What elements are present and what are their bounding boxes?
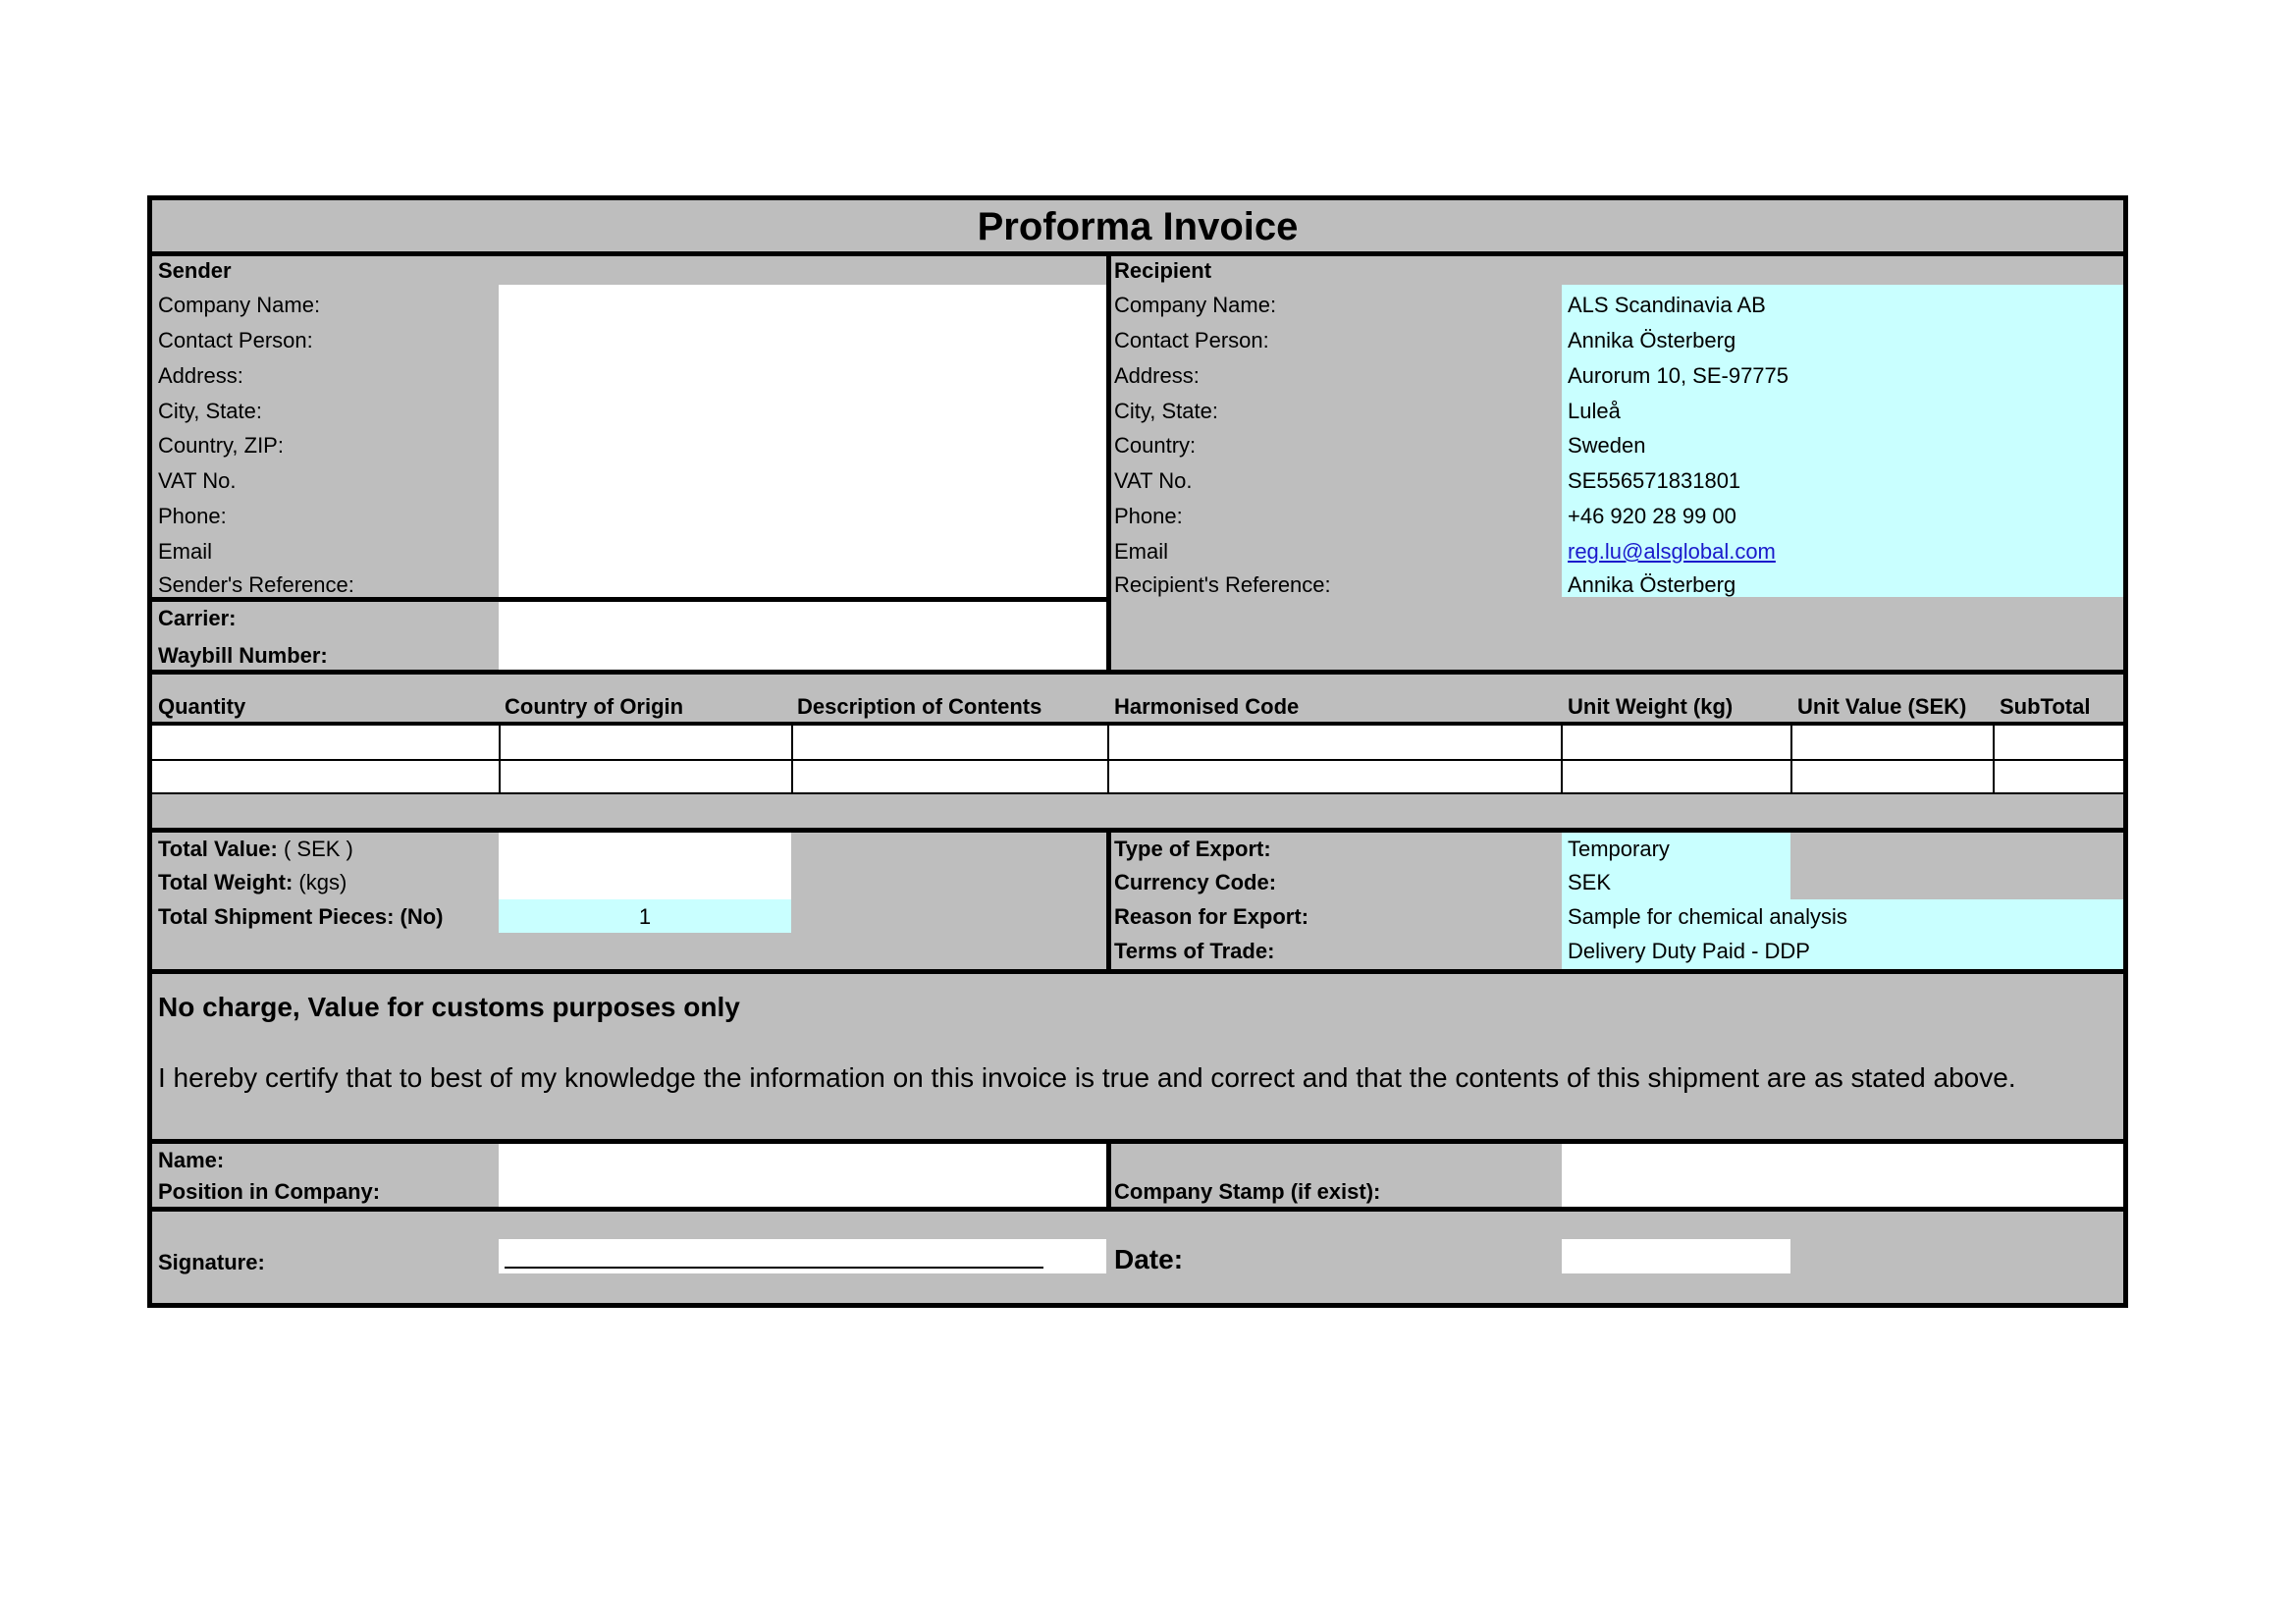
date-label: Date:	[1114, 1244, 1184, 1274]
signature-label: Signature:	[158, 1250, 265, 1274]
recipient-reference-value[interactable]: Annika Österberg	[1568, 572, 1736, 597]
col-quantity: Quantity	[158, 694, 246, 719]
col-description: Description of Contents	[797, 694, 1042, 719]
divider	[152, 1207, 2123, 1212]
sender-reference-label: Sender's Reference:	[158, 572, 354, 597]
divider	[152, 251, 2123, 256]
recipient-address-value[interactable]: Aurorum 10, SE-97775	[1568, 363, 1789, 388]
divider	[152, 670, 2123, 675]
terms-of-trade-value[interactable]: Delivery Duty Paid - DDP	[1568, 939, 1810, 963]
totals-input-area[interactable]	[499, 833, 791, 899]
company-stamp-label: Company Stamp (if exist):	[1114, 1179, 1381, 1204]
carrier-label: Carrier:	[158, 606, 237, 630]
divider	[1106, 1139, 1111, 1207]
table-col-divider	[791, 726, 793, 794]
sender-email-label: Email	[158, 539, 213, 564]
total-value-label: Total Value: ( SEK )	[158, 837, 353, 861]
table-row-divider	[152, 792, 2123, 794]
carrier-input-area[interactable]	[499, 602, 1106, 670]
date-field[interactable]	[1562, 1239, 1790, 1273]
divider	[1106, 828, 1111, 969]
reason-for-export-label: Reason for Export:	[1114, 904, 1309, 929]
recipient-email-label: Email	[1114, 539, 1169, 564]
recipient-address-label: Address:	[1114, 363, 1200, 388]
table-col-divider	[1993, 726, 1995, 794]
recipient-heading: Recipient	[1114, 258, 1212, 283]
signature-line	[505, 1267, 1043, 1269]
sender-city-label: City, State:	[158, 399, 262, 423]
proforma-invoice-form	[147, 195, 2128, 1308]
position-label: Position in Company:	[158, 1179, 381, 1204]
divider	[152, 828, 2123, 833]
sender-input-area[interactable]	[499, 285, 1106, 597]
recipient-phone-value[interactable]: +46 920 28 99 00	[1568, 504, 1736, 528]
recipient-company-value[interactable]: ALS Scandinavia AB	[1568, 293, 1766, 317]
recipient-phone-label: Phone:	[1114, 504, 1183, 528]
currency-code-value[interactable]: SEK	[1568, 870, 1612, 894]
waybill-label: Waybill Number:	[158, 643, 328, 668]
recipient-email-link[interactable]: reg.lu@alsglobal.com	[1568, 539, 1776, 564]
total-pieces-label: Total Shipment Pieces: (No)	[158, 904, 444, 929]
table-col-divider	[1107, 726, 1109, 794]
certification-text: I hereby certify that to best of my knowledge the information on this invoice is true and correct and that the contents of this shipment are as stated above.	[158, 1062, 2016, 1093]
col-harmonised-code: Harmonised Code	[1114, 694, 1300, 719]
col-country-of-origin: Country of Origin	[505, 694, 684, 719]
recipient-country-value[interactable]: Sweden	[1568, 433, 1646, 458]
recipient-vat-label: VAT No.	[1114, 468, 1193, 493]
total-pieces-value[interactable]: 1	[638, 904, 652, 929]
sender-phone-label: Phone:	[158, 504, 227, 528]
company-stamp-area[interactable]	[1562, 1144, 2123, 1207]
table-col-divider	[1561, 726, 1563, 794]
terms-of-trade-label: Terms of Trade:	[1114, 939, 1275, 963]
currency-code-label: Currency Code:	[1114, 870, 1277, 894]
total-weight-label: Total Weight: (kgs)	[158, 870, 347, 894]
sender-heading: Sender	[158, 258, 232, 283]
type-of-export-value[interactable]: Temporary	[1568, 837, 1670, 861]
col-unit-value: Unit Value (SEK)	[1797, 694, 1967, 719]
sender-vat-label: VAT No.	[158, 468, 237, 493]
sender-company-label: Company Name:	[158, 293, 321, 317]
reason-for-export-value[interactable]: Sample for chemical analysis	[1568, 904, 1847, 929]
divider	[1106, 251, 1111, 675]
table-col-divider	[1790, 726, 1792, 794]
name-label: Name:	[158, 1148, 225, 1172]
customs-note: No charge, Value for customs purposes only	[158, 992, 740, 1022]
sender-address-label: Address:	[158, 363, 243, 388]
type-of-export-label: Type of Export:	[1114, 837, 1271, 861]
table-row-divider	[152, 759, 2123, 761]
name-position-input-area[interactable]	[499, 1144, 1106, 1207]
sender-country-label: Country, ZIP:	[158, 433, 284, 458]
table-col-divider	[499, 726, 501, 794]
recipient-city-label: City, State:	[1114, 399, 1218, 423]
divider	[152, 969, 2123, 974]
recipient-contact-label: Contact Person:	[1114, 328, 1269, 352]
recipient-city-value[interactable]: Luleå	[1568, 399, 1621, 423]
signature-field[interactable]	[499, 1239, 1106, 1273]
col-unit-weight: Unit Weight (kg)	[1568, 694, 1734, 719]
col-subtotal: SubTotal	[2000, 694, 2091, 719]
recipient-contact-value[interactable]: Annika Österberg	[1568, 328, 1736, 352]
page-title: Proforma Invoice	[977, 205, 1299, 248]
recipient-reference-label: Recipient's Reference:	[1114, 572, 1331, 597]
sender-contact-label: Contact Person:	[158, 328, 313, 352]
recipient-company-label: Company Name:	[1114, 293, 1277, 317]
recipient-vat-value[interactable]: SE556571831801	[1568, 468, 1741, 493]
recipient-country-label: Country:	[1114, 433, 1197, 458]
